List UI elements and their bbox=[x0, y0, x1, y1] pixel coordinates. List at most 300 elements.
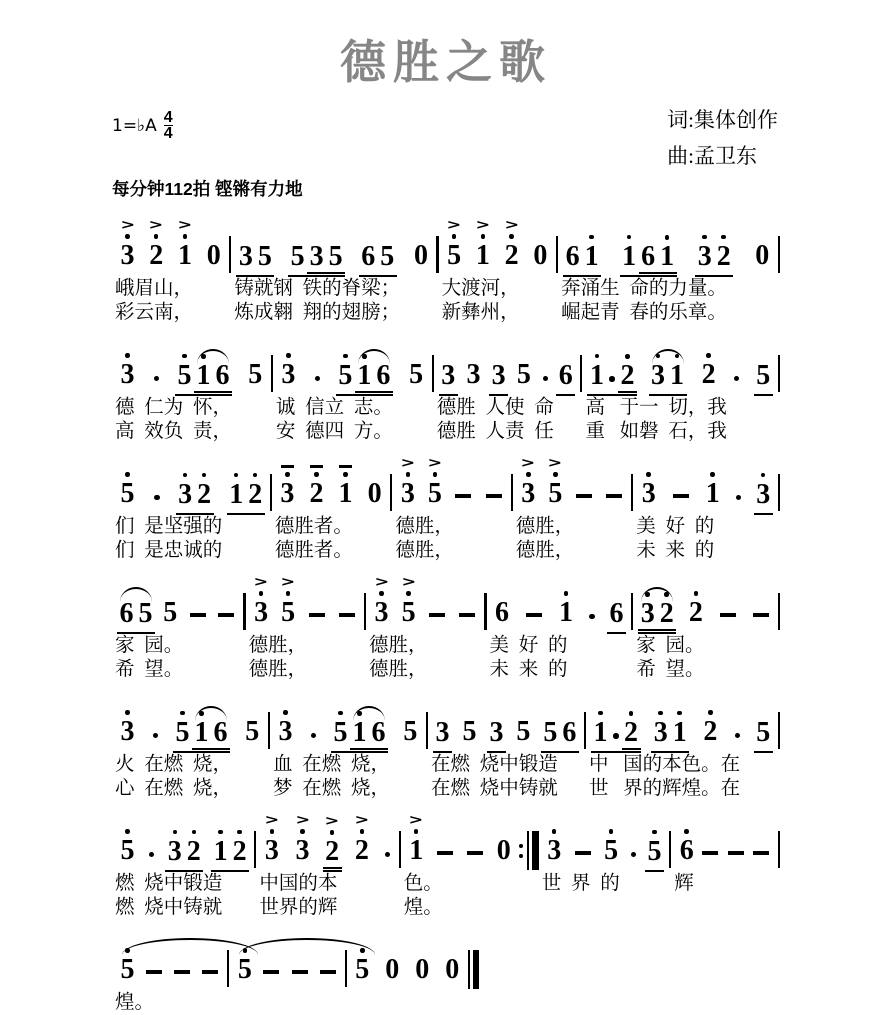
lyric-segment: 德胜， bbox=[395, 539, 454, 561]
accent-icon: > bbox=[446, 217, 462, 233]
lyric-segment: 德胜， bbox=[369, 658, 428, 680]
measure-notes bbox=[392, 455, 510, 509]
note bbox=[261, 812, 282, 866]
note bbox=[378, 218, 397, 272]
note bbox=[306, 455, 327, 509]
lyric-segment: 中 国的本色。在 bbox=[589, 754, 741, 775]
accent-mark bbox=[356, 812, 368, 827]
lyric-segment: 美 好 的 bbox=[636, 516, 715, 537]
note-digit: 3 bbox=[120, 716, 135, 747]
repeat-dot bbox=[519, 854, 523, 858]
lyric-segment: 家 园。 bbox=[636, 635, 705, 656]
measure bbox=[112, 217, 229, 324]
beam-group bbox=[754, 694, 773, 754]
measure-notes bbox=[112, 455, 270, 509]
note-digit: 2 bbox=[688, 597, 703, 628]
note bbox=[541, 694, 560, 748]
note bbox=[563, 218, 582, 272]
note bbox=[638, 455, 659, 509]
note bbox=[323, 813, 342, 867]
measure-notes bbox=[401, 812, 519, 866]
note bbox=[278, 336, 299, 390]
accent-mark bbox=[448, 217, 460, 232]
score-line bbox=[112, 336, 780, 443]
beam-group bbox=[556, 337, 575, 397]
lyric-segment: 重 如磐 石，我 bbox=[585, 420, 727, 442]
rest-note bbox=[410, 217, 431, 271]
tenuto-icon bbox=[281, 465, 294, 469]
score bbox=[112, 217, 780, 1015]
note bbox=[685, 574, 706, 628]
lyric-segment: 德胜者。 bbox=[274, 539, 353, 561]
measure bbox=[272, 455, 390, 562]
note bbox=[544, 812, 565, 866]
note bbox=[620, 218, 639, 272]
note bbox=[649, 337, 668, 391]
note bbox=[211, 694, 230, 748]
duration-dash bbox=[459, 613, 475, 617]
note bbox=[518, 455, 539, 509]
note-digit: 3 bbox=[280, 478, 295, 509]
note bbox=[670, 694, 689, 748]
note bbox=[489, 337, 508, 391]
lyric-segment: 希 望。 bbox=[115, 658, 184, 680]
note bbox=[307, 218, 326, 272]
accent-mark bbox=[297, 812, 309, 827]
note-digit: 0 bbox=[445, 954, 460, 985]
note bbox=[236, 218, 255, 272]
beam-group bbox=[227, 456, 265, 516]
lyric-segment: 们 是坚强的 bbox=[115, 516, 223, 537]
note-digit: 5 bbox=[447, 240, 462, 271]
time-signature-top: 4 bbox=[163, 109, 173, 126]
augmentation-dot bbox=[154, 495, 160, 501]
note-digit: 5 bbox=[290, 240, 305, 272]
note bbox=[213, 337, 232, 391]
accent-mark bbox=[522, 455, 534, 470]
measure-notes bbox=[487, 574, 632, 628]
note-digit: 5 bbox=[516, 716, 531, 747]
note-digit: 3 bbox=[491, 359, 506, 391]
note-digit: 2 bbox=[504, 240, 519, 271]
accent-mark bbox=[266, 812, 278, 827]
accent-mark bbox=[122, 217, 134, 232]
note bbox=[658, 218, 677, 272]
note bbox=[117, 812, 138, 866]
note-digit: 1 bbox=[670, 359, 685, 391]
beam-group bbox=[211, 813, 249, 873]
note-digit: 3 bbox=[167, 835, 182, 867]
accent-icon: > bbox=[264, 812, 280, 828]
note bbox=[582, 218, 601, 272]
barline-thick bbox=[473, 950, 480, 989]
note bbox=[195, 456, 214, 510]
note bbox=[695, 218, 714, 272]
lyric-segment: 德 仁为 怀， bbox=[115, 397, 233, 418]
beam-group bbox=[194, 337, 232, 393]
lyric-segment: 未 来 的 bbox=[636, 539, 715, 561]
measure-notes bbox=[366, 574, 484, 628]
lyric-segment: 血 在燃 烧， bbox=[273, 754, 391, 775]
note bbox=[591, 694, 610, 748]
note bbox=[350, 694, 369, 748]
accent-mark bbox=[376, 574, 388, 589]
note-digit: 5 bbox=[237, 954, 252, 985]
beam-group bbox=[355, 337, 393, 393]
barline bbox=[778, 831, 780, 868]
duration-dash bbox=[455, 494, 471, 498]
note-digit: 3 bbox=[521, 478, 536, 509]
note bbox=[560, 694, 579, 748]
note-digit: 3 bbox=[295, 835, 310, 866]
measure-notes bbox=[256, 812, 398, 866]
note-digit: 3 bbox=[756, 478, 771, 510]
note-digit: 1 bbox=[357, 360, 372, 391]
note-digit: 6 bbox=[609, 597, 624, 629]
note bbox=[487, 694, 506, 748]
note-digit: 5 bbox=[177, 359, 192, 391]
augmentation-dot bbox=[153, 733, 159, 739]
duration-dash bbox=[575, 851, 591, 855]
beam-group bbox=[754, 337, 773, 397]
accent-mark bbox=[150, 217, 162, 232]
note bbox=[622, 694, 641, 748]
note-digit: 5 bbox=[543, 716, 558, 748]
lyric-segment: 家 园。 bbox=[115, 635, 184, 656]
beam-group bbox=[541, 694, 579, 754]
measure bbox=[273, 336, 432, 443]
note-digit: 1 bbox=[177, 240, 192, 271]
note-digit: 3 bbox=[254, 597, 269, 628]
note-digit: 3 bbox=[374, 597, 389, 628]
beam-group bbox=[638, 575, 676, 634]
beam-group bbox=[236, 218, 274, 278]
augmentation-dot bbox=[613, 733, 619, 739]
note bbox=[117, 336, 138, 390]
note bbox=[165, 813, 184, 867]
note-digit: 2 bbox=[659, 598, 674, 629]
lyric-segment: 新彝州， bbox=[441, 301, 520, 323]
note bbox=[406, 336, 427, 390]
beam-group bbox=[620, 218, 677, 278]
note bbox=[513, 336, 534, 390]
lyric-segment: 德胜 人责 任 bbox=[436, 420, 554, 442]
note-digit: 0 bbox=[385, 954, 400, 985]
note-digit: 5 bbox=[281, 597, 296, 628]
note bbox=[173, 694, 192, 748]
beam-group bbox=[622, 694, 641, 750]
note bbox=[245, 336, 266, 390]
measure bbox=[586, 693, 778, 800]
duration-dash bbox=[202, 970, 218, 974]
composer-credit: 曲:孟卫东 bbox=[667, 144, 757, 168]
measure bbox=[366, 574, 484, 681]
note-digit: 3 bbox=[441, 359, 456, 391]
note-digit: 6 bbox=[361, 240, 376, 272]
note-digit: 1 bbox=[593, 716, 608, 748]
note-digit: 5 bbox=[756, 359, 771, 391]
augmentation-dot bbox=[734, 376, 740, 382]
rest-note bbox=[412, 931, 433, 985]
lyric-segment: 世界的辉 bbox=[259, 896, 338, 918]
beam-group bbox=[307, 218, 345, 274]
note bbox=[754, 337, 773, 391]
note-digit: 3 bbox=[640, 598, 655, 629]
beam-group bbox=[651, 694, 689, 754]
note bbox=[369, 694, 388, 748]
duration-dash bbox=[174, 970, 190, 974]
measure bbox=[112, 336, 271, 443]
note bbox=[433, 694, 452, 748]
note-digit: 3 bbox=[120, 240, 135, 271]
measure-notes bbox=[439, 217, 556, 271]
note-digit: 5 bbox=[462, 716, 477, 747]
note-digit: 5 bbox=[248, 359, 263, 390]
note-digit: 0 bbox=[367, 478, 382, 509]
beam-group bbox=[323, 813, 342, 872]
note bbox=[472, 217, 493, 271]
measure bbox=[112, 931, 227, 1015]
note bbox=[601, 812, 622, 866]
credits bbox=[667, 102, 778, 174]
note-digit: 2 bbox=[701, 359, 716, 390]
note-digit: 1 bbox=[672, 716, 687, 748]
lyric-segment: 大渡河， bbox=[441, 278, 520, 299]
note bbox=[700, 693, 721, 747]
key-text: 1=♭A bbox=[112, 115, 157, 136]
accent-mark bbox=[179, 217, 191, 232]
note-digit: 5 bbox=[120, 835, 135, 866]
beam-group bbox=[336, 337, 393, 397]
rest-note bbox=[364, 455, 385, 509]
note-digit: 6 bbox=[679, 835, 694, 866]
note bbox=[556, 337, 575, 391]
measure bbox=[246, 574, 364, 681]
note-digit: 5 bbox=[403, 716, 418, 747]
note-digit: 5 bbox=[548, 478, 563, 509]
duration-dash bbox=[309, 613, 325, 617]
measure bbox=[558, 217, 778, 324]
duration-dash bbox=[190, 613, 206, 617]
note bbox=[146, 217, 167, 271]
note-digit: 2 bbox=[248, 478, 263, 510]
note-digit: 6 bbox=[565, 240, 580, 272]
measure-notes bbox=[428, 693, 584, 747]
note bbox=[513, 693, 534, 747]
beam-group bbox=[331, 694, 388, 754]
note-digit: 5 bbox=[409, 359, 424, 390]
rest-note bbox=[530, 217, 551, 271]
note-digit: 3 bbox=[651, 359, 666, 391]
lyric-segment: 在燃 烧中铸就 bbox=[431, 777, 558, 799]
note bbox=[463, 336, 484, 390]
time-signature bbox=[164, 110, 173, 141]
note bbox=[374, 337, 393, 391]
note bbox=[676, 812, 697, 866]
lyric-segment: 峨眉山， bbox=[115, 278, 194, 299]
lyric-segment: 炼成翱 翔的翅膀； bbox=[234, 301, 401, 323]
accent-icon: > bbox=[400, 455, 416, 471]
note bbox=[192, 694, 211, 748]
measure bbox=[270, 693, 426, 800]
note bbox=[242, 693, 263, 747]
note-digit: 1 bbox=[338, 478, 353, 509]
duration-dash bbox=[339, 613, 355, 617]
measure bbox=[401, 812, 519, 919]
note-digit: 3 bbox=[278, 716, 293, 747]
duration-dash bbox=[753, 613, 769, 617]
accent-icon: > bbox=[504, 217, 519, 233]
accent-icon: > bbox=[401, 574, 416, 590]
beam-group bbox=[754, 456, 773, 516]
measure bbox=[112, 574, 243, 681]
score-line bbox=[112, 812, 780, 919]
augmentation-dot bbox=[543, 376, 549, 382]
note bbox=[174, 217, 195, 271]
note-digit: 5 bbox=[120, 954, 135, 985]
measure bbox=[256, 812, 398, 919]
note bbox=[698, 336, 719, 390]
augmentation-dot bbox=[736, 495, 742, 501]
barline bbox=[778, 236, 780, 273]
note-digit: 5 bbox=[257, 240, 272, 272]
note bbox=[117, 931, 138, 985]
augmentation-dot bbox=[609, 376, 615, 382]
beam-group bbox=[439, 337, 458, 397]
measure bbox=[229, 931, 344, 991]
note bbox=[371, 574, 392, 628]
duration-dash bbox=[576, 494, 592, 498]
beam-group bbox=[173, 694, 230, 754]
note-digit: 2 bbox=[620, 360, 635, 391]
note-digit: 1 bbox=[660, 241, 675, 272]
lyric-segment: 崛起青 春的乐章。 bbox=[561, 301, 727, 323]
measure bbox=[487, 574, 632, 681]
note bbox=[618, 337, 637, 391]
beam-group bbox=[359, 218, 397, 278]
measure-notes bbox=[539, 812, 669, 866]
barline bbox=[778, 712, 780, 749]
note-digit: 5 bbox=[516, 359, 531, 390]
tenuto-mark bbox=[310, 455, 323, 470]
measure-notes bbox=[513, 455, 631, 509]
note-digit: 2 bbox=[703, 716, 718, 747]
note bbox=[424, 455, 445, 509]
barline-thin bbox=[468, 950, 470, 989]
note-digit: 5 bbox=[355, 954, 370, 985]
rest-note bbox=[442, 931, 463, 985]
note-digit: 0 bbox=[755, 240, 770, 271]
note-digit: 6 bbox=[495, 597, 509, 628]
accent-icon: > bbox=[475, 217, 491, 233]
lyric-segment: 高 效负 责， bbox=[115, 420, 233, 442]
note-digit: 6 bbox=[215, 360, 230, 391]
lyric-segment: 在燃 烧中锻造 bbox=[431, 754, 558, 775]
note-digit: 5 bbox=[120, 478, 135, 509]
note bbox=[117, 455, 138, 509]
lyric-segment: 世 界的辉煌。在 bbox=[589, 777, 741, 799]
note bbox=[176, 456, 195, 510]
note bbox=[607, 575, 626, 629]
rest-note bbox=[382, 931, 403, 985]
note bbox=[292, 812, 313, 866]
lyric-segment: 煌。 bbox=[115, 992, 155, 1013]
duration-dash bbox=[720, 613, 736, 617]
beam-group bbox=[489, 337, 508, 397]
duration-dash bbox=[467, 851, 483, 855]
rest-note bbox=[203, 217, 224, 271]
note bbox=[668, 337, 687, 391]
measure-notes bbox=[273, 336, 432, 390]
note-digit: 3 bbox=[178, 478, 193, 510]
note bbox=[587, 337, 606, 391]
lyric-segment: 德胜， bbox=[369, 635, 428, 656]
lyric-segment: 梦 在燃 烧， bbox=[273, 777, 391, 799]
duration-dash bbox=[702, 851, 718, 855]
beam-group bbox=[175, 337, 232, 397]
duration-dash bbox=[753, 851, 769, 855]
beam-group bbox=[645, 813, 664, 873]
note-digit: 1 bbox=[622, 240, 637, 272]
tempo-marking: 每分钟112拍 铿锵有力地 bbox=[112, 179, 303, 199]
note bbox=[406, 812, 427, 866]
barline-thin bbox=[527, 831, 529, 870]
lyric-segment: 诚 信立 志。 bbox=[275, 397, 393, 418]
note bbox=[335, 455, 356, 509]
note bbox=[501, 217, 522, 271]
note-digit: 5 bbox=[604, 835, 619, 866]
note bbox=[651, 694, 670, 748]
lyric-segment: 德胜， bbox=[515, 516, 575, 537]
note-digit: 1 bbox=[705, 478, 720, 509]
note-digit: 2 bbox=[149, 240, 164, 271]
augmentation-dot bbox=[315, 376, 321, 382]
note-digit: 1 bbox=[589, 359, 604, 391]
beam-group bbox=[649, 337, 687, 397]
measure-notes bbox=[270, 693, 426, 747]
note-digit: 0 bbox=[413, 240, 428, 271]
note-digit: 0 bbox=[206, 240, 221, 271]
measure bbox=[671, 812, 778, 896]
note-digit: 3 bbox=[309, 241, 324, 272]
lyric-segment: 中国的本 bbox=[259, 873, 338, 894]
lyric-segment: 高 于一 切，我 bbox=[585, 397, 727, 418]
accent-mark bbox=[506, 217, 518, 232]
lyric-segment: 德胜， bbox=[395, 516, 454, 537]
note bbox=[359, 218, 378, 272]
measure bbox=[428, 693, 584, 800]
note-digit: 3 bbox=[435, 716, 450, 748]
note-digit: 0 bbox=[496, 835, 511, 866]
accent-mark bbox=[429, 455, 441, 470]
accent-mark bbox=[403, 574, 415, 589]
beam-group bbox=[638, 575, 676, 631]
lyric-segment: 们 是忠诚的 bbox=[115, 539, 223, 561]
note bbox=[175, 337, 194, 391]
note-digit: 5 bbox=[163, 597, 178, 628]
tenuto-icon bbox=[339, 465, 352, 469]
note bbox=[702, 455, 723, 509]
duration-dash bbox=[218, 613, 234, 617]
note-digit: 0 bbox=[415, 954, 430, 985]
measure-notes bbox=[272, 455, 390, 509]
lyricist-credit: 词:集体创作 bbox=[667, 108, 778, 132]
note-digit: 3 bbox=[697, 240, 712, 272]
accent-icon: > bbox=[324, 813, 340, 829]
measure-notes bbox=[582, 336, 777, 390]
lyric-segment: 燃 烧中铸就 bbox=[115, 896, 223, 918]
accent-mark bbox=[402, 455, 414, 470]
